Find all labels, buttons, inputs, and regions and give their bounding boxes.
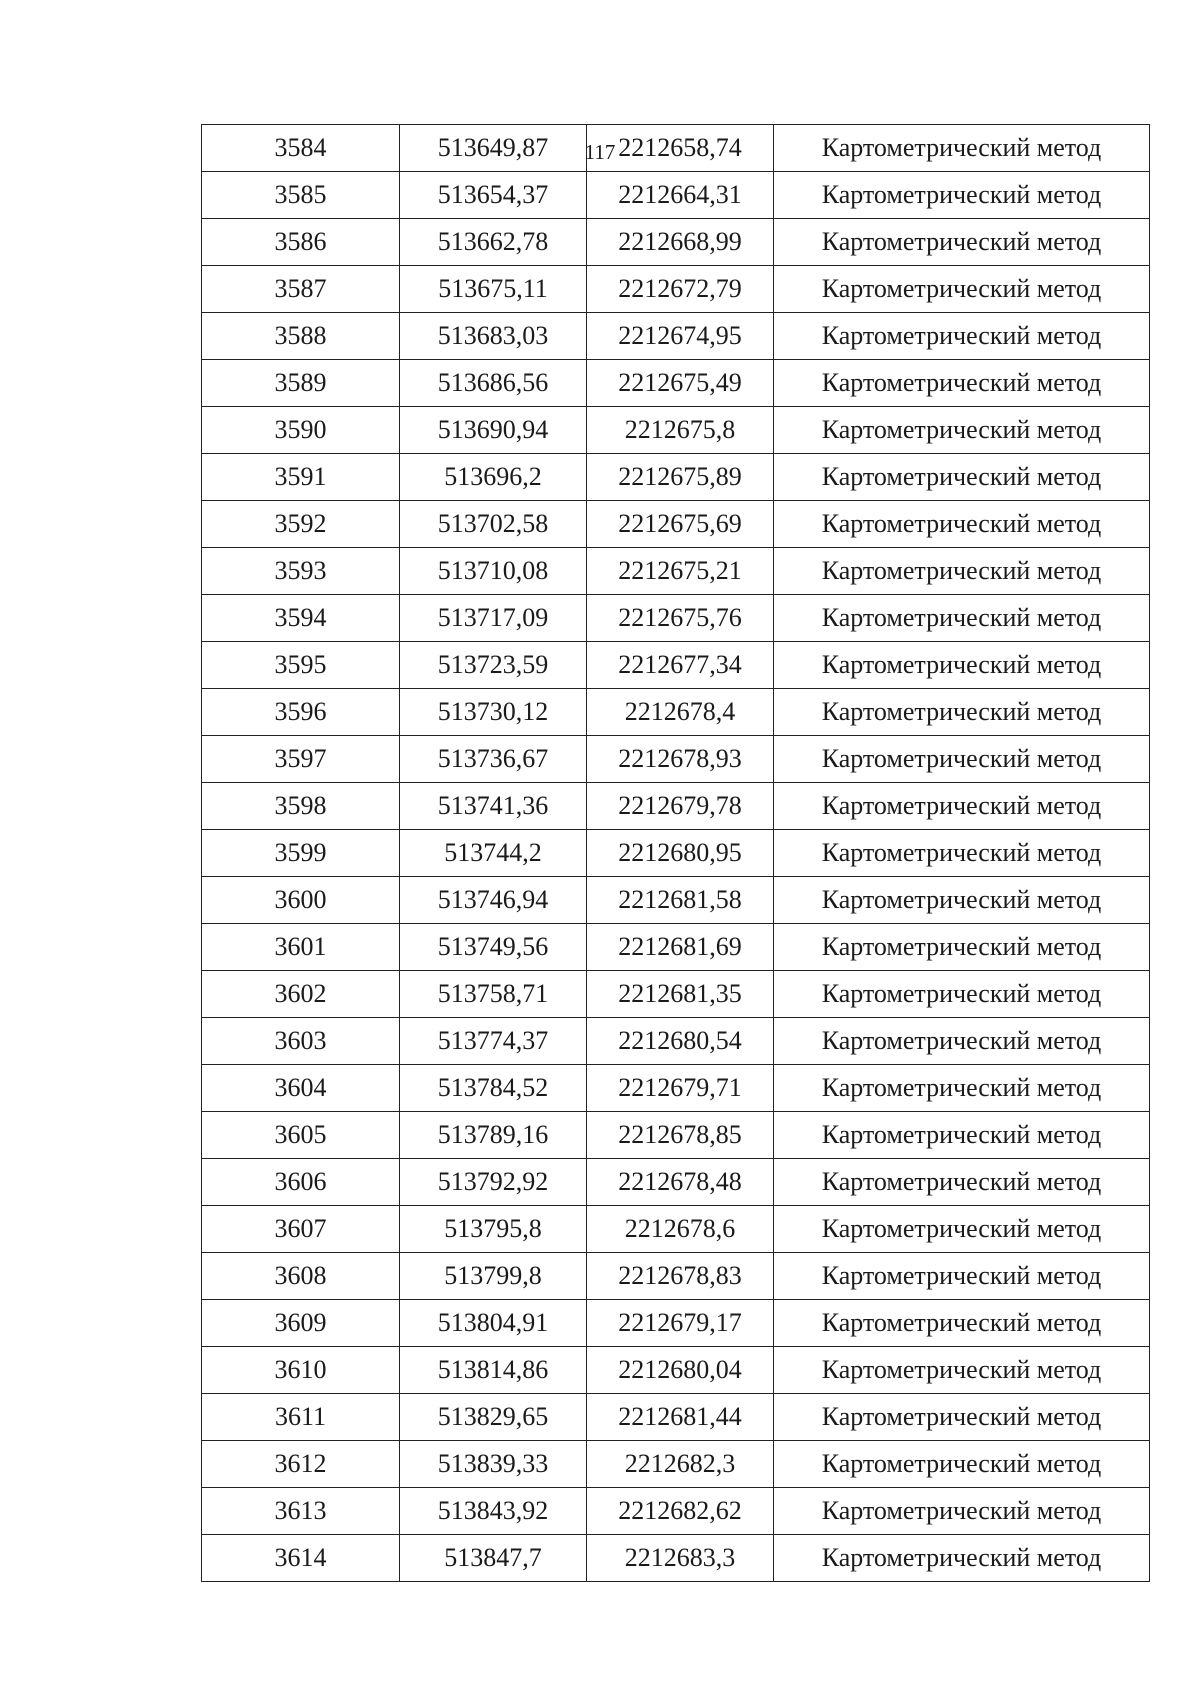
point-number-cell: 3597: [202, 736, 400, 783]
x-coordinate-cell: 513814,86: [400, 1347, 587, 1394]
x-coordinate-cell: 513736,67: [400, 736, 587, 783]
table-row: [202, 971, 1150, 1018]
y-coordinate-cell: 2212679,71: [587, 1065, 774, 1112]
y-coordinate-cell: 2212682,3: [587, 1441, 774, 1488]
table-row: [202, 454, 1150, 501]
point-number-cell: 3600: [202, 877, 400, 924]
table-row: [202, 877, 1150, 924]
table-row: [202, 1065, 1150, 1112]
table-row: [202, 642, 1150, 689]
y-coordinate-cell: 2212679,78: [587, 783, 774, 830]
method-cell: Картометрический метод: [774, 1253, 1150, 1300]
y-coordinate-cell: 2212675,76: [587, 595, 774, 642]
x-coordinate-cell: 513702,58: [400, 501, 587, 548]
x-coordinate-cell: 513675,11: [400, 266, 587, 313]
table-row: [202, 1347, 1150, 1394]
point-number-cell: 3602: [202, 971, 400, 1018]
point-number-cell: 3614: [202, 1535, 400, 1582]
y-coordinate-cell: 2212675,69: [587, 501, 774, 548]
table-row: [202, 830, 1150, 877]
y-coordinate-cell: 2212674,95: [587, 313, 774, 360]
y-coordinate-cell: 2212678,4: [587, 689, 774, 736]
point-number-cell: 3584: [202, 125, 400, 172]
y-coordinate-cell: 2212681,44: [587, 1394, 774, 1441]
y-coordinate-cell: 2212681,69: [587, 924, 774, 971]
method-cell: Картометрический метод: [774, 783, 1150, 830]
table-row: [202, 1159, 1150, 1206]
table-row: [202, 219, 1150, 266]
y-coordinate-cell: 2212668,99: [587, 219, 774, 266]
y-coordinate-cell: 2212675,89: [587, 454, 774, 501]
point-number-cell: 3590: [202, 407, 400, 454]
y-coordinate-cell: 2212678,83: [587, 1253, 774, 1300]
point-number-cell: 3609: [202, 1300, 400, 1347]
method-cell: Картометрический метод: [774, 1488, 1150, 1535]
y-coordinate-cell: 2212678,6: [587, 1206, 774, 1253]
table-row: [202, 313, 1150, 360]
table-row: [202, 595, 1150, 642]
point-number-cell: 3603: [202, 1018, 400, 1065]
y-coordinate-cell: 2212678,93: [587, 736, 774, 783]
coordinates-table: [201, 124, 1150, 1582]
table-row: [202, 736, 1150, 783]
point-number-cell: 3596: [202, 689, 400, 736]
point-number-cell: 3595: [202, 642, 400, 689]
table-row: [202, 1018, 1150, 1065]
x-coordinate-cell: 513792,92: [400, 1159, 587, 1206]
method-cell: Картометрический метод: [774, 266, 1150, 313]
x-coordinate-cell: 513829,65: [400, 1394, 587, 1441]
table-row: [202, 1206, 1150, 1253]
page-number: 117: [584, 140, 616, 164]
method-cell: Картометрический метод: [774, 172, 1150, 219]
x-coordinate-cell: 513746,94: [400, 877, 587, 924]
point-number-cell: 3594: [202, 595, 400, 642]
method-cell: Картометрический метод: [774, 407, 1150, 454]
method-cell: Картометрический метод: [774, 1394, 1150, 1441]
method-cell: Картометрический метод: [774, 736, 1150, 783]
x-coordinate-cell: 513749,56: [400, 924, 587, 971]
method-cell: Картометрический метод: [774, 1441, 1150, 1488]
point-number-cell: 3613: [202, 1488, 400, 1535]
coordinates-table-body: [202, 125, 1150, 1582]
method-cell: Картометрический метод: [774, 1018, 1150, 1065]
table-row: [202, 783, 1150, 830]
method-cell: Картометрический метод: [774, 1347, 1150, 1394]
method-cell: Картометрический метод: [774, 1300, 1150, 1347]
point-number-cell: 3608: [202, 1253, 400, 1300]
y-coordinate-cell: 2212678,85: [587, 1112, 774, 1159]
x-coordinate-cell: 513741,36: [400, 783, 587, 830]
method-cell: Картометрический метод: [774, 501, 1150, 548]
x-coordinate-cell: 513789,16: [400, 1112, 587, 1159]
y-coordinate-cell: 2212677,34: [587, 642, 774, 689]
table-row: [202, 689, 1150, 736]
y-coordinate-cell: 2212675,21: [587, 548, 774, 595]
point-number-cell: 3606: [202, 1159, 400, 1206]
method-cell: Картометрический метод: [774, 125, 1150, 172]
x-coordinate-cell: 513795,8: [400, 1206, 587, 1253]
x-coordinate-cell: 513710,08: [400, 548, 587, 595]
method-cell: Картометрический метод: [774, 1206, 1150, 1253]
table-row: [202, 266, 1150, 313]
point-number-cell: 3599: [202, 830, 400, 877]
x-coordinate-cell: 513799,8: [400, 1253, 587, 1300]
x-coordinate-cell: 513847,7: [400, 1535, 587, 1582]
x-coordinate-cell: 513686,56: [400, 360, 587, 407]
method-cell: Картометрический метод: [774, 595, 1150, 642]
point-number-cell: 3586: [202, 219, 400, 266]
table-row: [202, 1253, 1150, 1300]
point-number-cell: 3593: [202, 548, 400, 595]
method-cell: Картометрический метод: [774, 971, 1150, 1018]
method-cell: Картометрический метод: [774, 548, 1150, 595]
method-cell: Картометрический метод: [774, 1112, 1150, 1159]
y-coordinate-cell: 2212672,79: [587, 266, 774, 313]
table-row: [202, 1300, 1150, 1347]
table-row: [202, 407, 1150, 454]
point-number-cell: 3585: [202, 172, 400, 219]
point-number-cell: 3610: [202, 1347, 400, 1394]
y-coordinate-cell: 2212681,58: [587, 877, 774, 924]
table-row: [202, 125, 1150, 172]
x-coordinate-cell: 513696,2: [400, 454, 587, 501]
point-number-cell: 3611: [202, 1394, 400, 1441]
point-number-cell: 3592: [202, 501, 400, 548]
point-number-cell: 3607: [202, 1206, 400, 1253]
method-cell: Картометрический метод: [774, 689, 1150, 736]
y-coordinate-cell: 2212680,54: [587, 1018, 774, 1065]
point-number-cell: 3605: [202, 1112, 400, 1159]
y-coordinate-cell: 2212664,31: [587, 172, 774, 219]
method-cell: Картометрический метод: [774, 454, 1150, 501]
table-row: [202, 1535, 1150, 1582]
method-cell: Картометрический метод: [774, 313, 1150, 360]
x-coordinate-cell: 513744,2: [400, 830, 587, 877]
x-coordinate-cell: 513804,91: [400, 1300, 587, 1347]
y-coordinate-cell: 2212675,8: [587, 407, 774, 454]
x-coordinate-cell: 513683,03: [400, 313, 587, 360]
x-coordinate-cell: 513690,94: [400, 407, 587, 454]
method-cell: Картометрический метод: [774, 877, 1150, 924]
x-coordinate-cell: 513730,12: [400, 689, 587, 736]
point-number-cell: 3601: [202, 924, 400, 971]
point-number-cell: 3589: [202, 360, 400, 407]
x-coordinate-cell: 513723,59: [400, 642, 587, 689]
point-number-cell: 3598: [202, 783, 400, 830]
x-coordinate-cell: 513758,71: [400, 971, 587, 1018]
x-coordinate-cell: 513839,33: [400, 1441, 587, 1488]
x-coordinate-cell: 513843,92: [400, 1488, 587, 1535]
table-row: [202, 924, 1150, 971]
y-coordinate-cell: 2212678,48: [587, 1159, 774, 1206]
method-cell: Картометрический метод: [774, 924, 1150, 971]
y-coordinate-cell: 2212683,3: [587, 1535, 774, 1582]
y-coordinate-cell: 2212675,49: [587, 360, 774, 407]
y-coordinate-cell: 2212680,04: [587, 1347, 774, 1394]
method-cell: Картометрический метод: [774, 1065, 1150, 1112]
x-coordinate-cell: 513717,09: [400, 595, 587, 642]
y-coordinate-cell: 2212658,74: [587, 125, 774, 172]
method-cell: Картометрический метод: [774, 1159, 1150, 1206]
method-cell: Картометрический метод: [774, 642, 1150, 689]
y-coordinate-cell: 2212679,17: [587, 1300, 774, 1347]
x-coordinate-cell: 513654,37: [400, 172, 587, 219]
method-cell: Картометрический метод: [774, 360, 1150, 407]
table-row: [202, 360, 1150, 407]
table-row: [202, 501, 1150, 548]
point-number-cell: 3604: [202, 1065, 400, 1112]
point-number-cell: 3588: [202, 313, 400, 360]
method-cell: Картометрический метод: [774, 219, 1150, 266]
y-coordinate-cell: 2212681,35: [587, 971, 774, 1018]
y-coordinate-cell: 2212680,95: [587, 830, 774, 877]
method-cell: Картометрический метод: [774, 1535, 1150, 1582]
x-coordinate-cell: 513649,87: [400, 125, 587, 172]
point-number-cell: 3587: [202, 266, 400, 313]
point-number-cell: 3612: [202, 1441, 400, 1488]
x-coordinate-cell: 513774,37: [400, 1018, 587, 1065]
x-coordinate-cell: 513784,52: [400, 1065, 587, 1112]
y-coordinate-cell: 2212682,62: [587, 1488, 774, 1535]
table-row: [202, 548, 1150, 595]
table-row: [202, 1441, 1150, 1488]
point-number-cell: 3591: [202, 454, 400, 501]
table-row: [202, 1488, 1150, 1535]
table-row: [202, 1112, 1150, 1159]
table-row: [202, 1394, 1150, 1441]
table-row: [202, 172, 1150, 219]
method-cell: Картометрический метод: [774, 830, 1150, 877]
x-coordinate-cell: 513662,78: [400, 219, 587, 266]
